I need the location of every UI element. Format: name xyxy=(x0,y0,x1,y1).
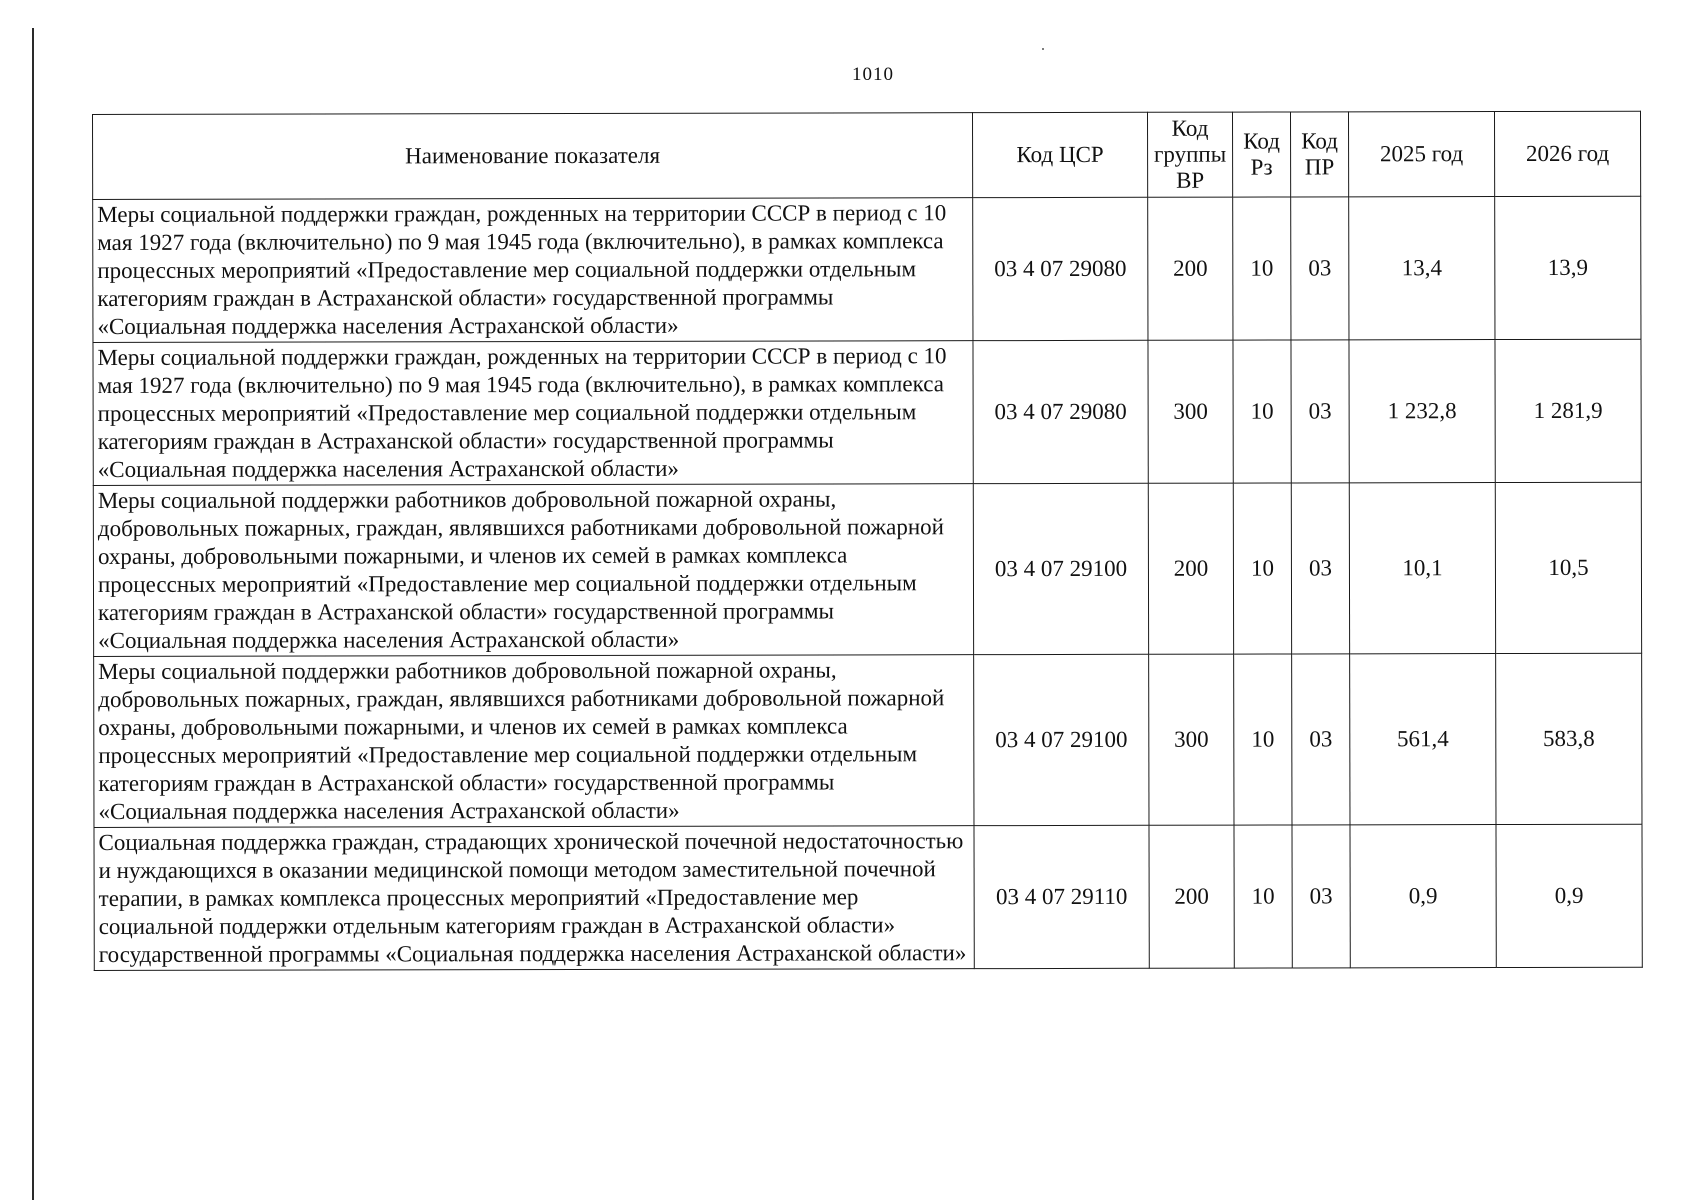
row-year-2025: 13,4 xyxy=(1349,197,1495,340)
table-body xyxy=(93,196,1643,970)
table-row xyxy=(93,339,1641,485)
header-year-2025: 2025 год xyxy=(1348,112,1494,197)
row-year-2026: 583,8 xyxy=(1496,653,1642,824)
row-name: Меры социальной поддержки работников добровольной пожарной охраны, добровольных пожарных, граждан, являвшихся работниками добровольной пожарной охраны, добровольными пожарными, и членов их семей в рамках комплекса процессных мероприятий «Предоставление мер социальной поддержки отдельным категориям граждан в Астраханской области» государственной программы «Социальная поддержка населения Астраханской области» xyxy=(94,655,974,828)
row-csr: 03 4 07 29080 xyxy=(973,340,1148,483)
header-year-2026: 2026 год xyxy=(1494,111,1640,196)
row-name: Меры социальной поддержки работников добровольной пожарной охраны, добровольных пожарных, граждан, являвшихся работниками добровольной пожарной охраны, добровольными пожарными, и членов их семей в рамках комплекса процессных мероприятий «Предоставление мер социальной поддержки отдельным категориям граждан в Астраханской области» государственной программы «Социальная поддержка населения Астраханской области» xyxy=(93,484,973,657)
row-name: Социальная поддержка граждан, страдающих хронической почечной недостаточностью и нуждающихся в оказании медицинской помощи методом заместительной почечной терапии, в рамках комплекса процессных мероприятий «Предоставление мер социальной поддержки отдельным категориям граждан в Астраханской области» государственной программы «Социальная поддержка населения Астраханской области» xyxy=(94,826,974,971)
row-pr: 03 xyxy=(1291,340,1349,483)
table-row xyxy=(93,482,1641,656)
row-vr: 300 xyxy=(1148,340,1233,483)
row-year-2025: 1 232,8 xyxy=(1349,340,1495,483)
budget-table xyxy=(92,111,1643,971)
row-vr: 300 xyxy=(1149,654,1234,825)
row-year-2026: 1 281,9 xyxy=(1495,339,1641,482)
row-rz: 10 xyxy=(1234,654,1292,825)
row-csr: 03 4 07 29080 xyxy=(973,197,1148,340)
row-rz: 10 xyxy=(1233,340,1291,483)
row-year-2025: 561,4 xyxy=(1350,654,1496,825)
row-year-2025: 10,1 xyxy=(1349,483,1495,654)
row-vr: 200 xyxy=(1148,197,1233,340)
row-vr: 200 xyxy=(1149,825,1234,968)
row-year-2026: 0,9 xyxy=(1496,824,1642,967)
header-rz: Код Рз xyxy=(1232,112,1290,197)
header-pr: Код ПР xyxy=(1290,112,1348,197)
row-year-2025: 0,9 xyxy=(1350,825,1496,968)
row-pr: 03 xyxy=(1291,197,1349,340)
table-header xyxy=(93,111,1641,199)
row-pr: 03 xyxy=(1292,825,1350,968)
header-name: Наименование показателя xyxy=(93,113,973,200)
row-name: Меры социальной поддержки граждан, рожденных на территории СССР в период с 10 мая 1927 года (включительно) по 9 мая 1945 года (включительно), в рамках комплекса процессных мероприятий «Предоставление мер социальной поддержки отдельным категориям граждан в Астраханской области» государственной программы «Социальная поддержка населения Астраханской области» xyxy=(93,341,973,486)
header-vr: Код группы ВР xyxy=(1147,112,1232,197)
row-rz: 10 xyxy=(1233,197,1291,340)
row-rz: 10 xyxy=(1233,483,1291,654)
row-rz: 10 xyxy=(1234,825,1292,968)
row-name: Меры социальной поддержки граждан, рожденных на территории СССР в период с 10 мая 1927 года (включительно) по 9 мая 1945 года (включительно), в рамках комплекса процессных мероприятий «Предоставление мер социальной поддержки отдельным категориям граждан в Астраханской области» государственной программы «Социальная поддержка населения Астраханской области» xyxy=(93,198,973,343)
row-csr: 03 4 07 29110 xyxy=(974,825,1149,968)
row-csr: 03 4 07 29100 xyxy=(973,483,1148,654)
scan-speck xyxy=(1042,48,1044,50)
table-row xyxy=(94,653,1642,827)
header-row xyxy=(93,111,1641,199)
row-year-2026: 13,9 xyxy=(1495,196,1641,339)
table-row xyxy=(94,824,1642,970)
page-number: 1010 xyxy=(852,64,894,85)
row-pr: 03 xyxy=(1292,654,1350,825)
row-year-2026: 10,5 xyxy=(1495,482,1641,653)
table-row xyxy=(93,196,1641,342)
scan-binding-edge xyxy=(32,28,34,1200)
row-pr: 03 xyxy=(1291,483,1349,654)
row-vr: 200 xyxy=(1148,483,1233,654)
row-csr: 03 4 07 29100 xyxy=(974,654,1149,825)
header-csr: Код ЦСР xyxy=(972,112,1147,197)
